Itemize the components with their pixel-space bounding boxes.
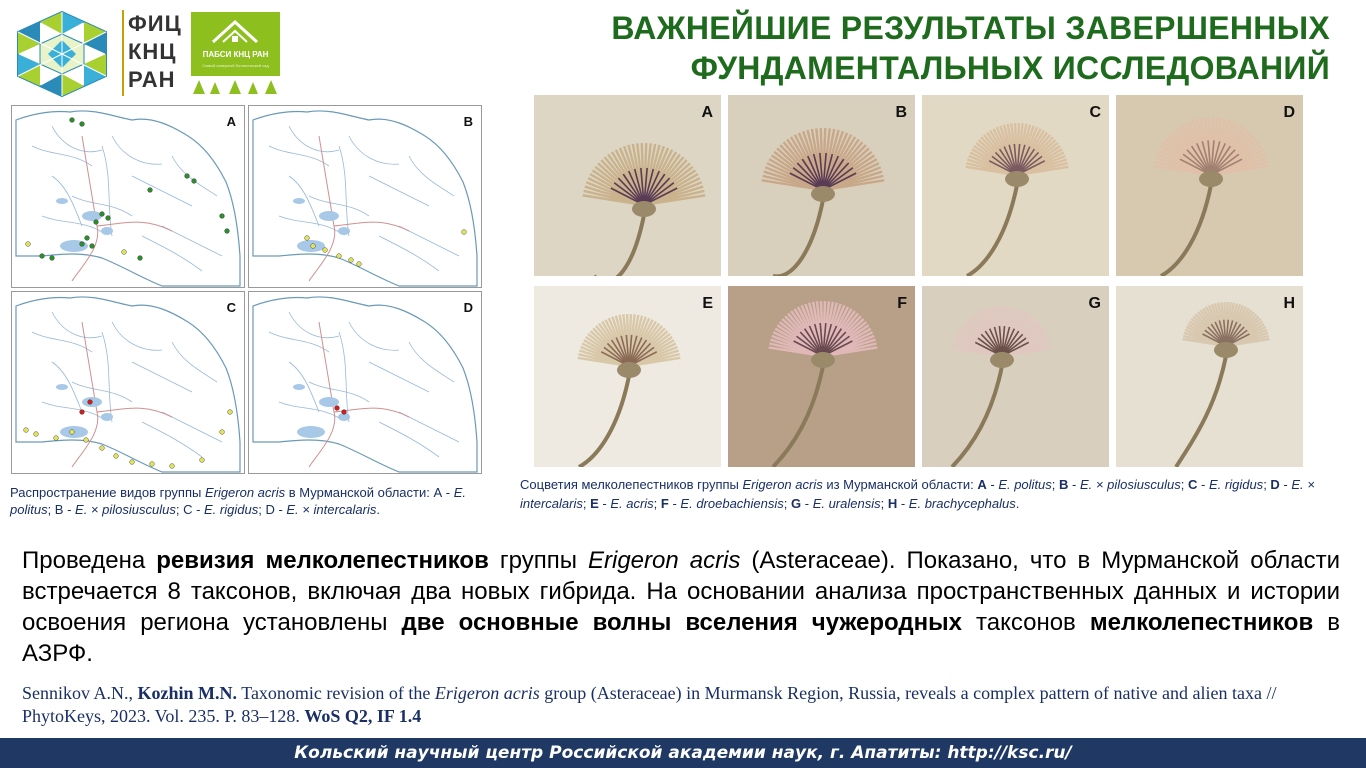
photo-panel-g xyxy=(922,286,1109,467)
caption-species: E. × intercalaris xyxy=(286,502,377,517)
photo-label: H xyxy=(1283,295,1295,312)
map-label: C xyxy=(226,300,236,315)
photo-panel-h xyxy=(1116,286,1303,467)
caption-sep: - xyxy=(1197,477,1209,492)
caption-text: Распространение видов группы xyxy=(10,485,205,500)
flower-photo xyxy=(728,95,915,276)
flower-photo xyxy=(534,286,721,467)
caption-sep: . xyxy=(1015,496,1020,511)
summary-text: в АЗРФ. xyxy=(22,609,1341,667)
caption-species: E. rigidus xyxy=(204,502,259,517)
occurrence-dot xyxy=(84,438,89,443)
map-label: B xyxy=(463,114,473,129)
reference-citation xyxy=(22,682,1340,728)
photo-panel-f xyxy=(728,286,915,467)
caption-sep: ; xyxy=(1263,477,1271,492)
fic-emblem-icon xyxy=(12,10,112,98)
photo-label: B xyxy=(895,104,907,121)
caption-text: в Мурманской области: А - xyxy=(285,485,454,500)
ref-author-bold: Kozhin M.N. xyxy=(137,683,238,703)
caption-species: E. × intercalaris xyxy=(520,477,1315,511)
occurrence-dot xyxy=(220,214,225,219)
map-panel-b xyxy=(248,105,482,288)
trees-icon xyxy=(191,78,280,96)
photo-panel-d xyxy=(1116,95,1303,276)
summary-text: таксонов xyxy=(961,609,1090,636)
occurrence-dot xyxy=(100,446,105,451)
caption-letter: E xyxy=(590,496,599,511)
ref-text: Taxonomic revision of the xyxy=(237,683,435,703)
occurrence-dot xyxy=(122,250,127,255)
summary-bold: ревизия мелколепестников xyxy=(156,547,489,574)
flower-photo xyxy=(1116,95,1303,276)
occurrence-dot xyxy=(34,432,39,437)
caption-sep: - xyxy=(801,496,813,511)
occurrence-dot xyxy=(148,188,153,193)
summary-bold: две основные волны вселения чужеродных xyxy=(401,609,962,636)
caption-species: E. politus xyxy=(998,477,1052,492)
occurrence-dot xyxy=(200,458,205,463)
occurrence-dot xyxy=(40,254,45,259)
map-label: D xyxy=(463,300,473,315)
occurrence-dot xyxy=(225,229,230,234)
summary-text: (Asteraceae). Показано, что в Мурманской области встречается 8 таксонов, включая два новых гибрида. На основании анализа пространственных данных и истории освоения региона установлены xyxy=(22,547,1340,636)
occurrence-dot xyxy=(170,464,175,469)
flower-photo xyxy=(922,286,1109,467)
caption-sep: - xyxy=(668,496,681,511)
occurrence-dot xyxy=(185,174,190,179)
house-icon xyxy=(191,12,280,50)
caption-letter: F xyxy=(660,496,669,511)
ref-author: Sennikov A.N., xyxy=(22,683,138,703)
caption-sep: ; xyxy=(1180,477,1189,492)
photo-label: C xyxy=(1089,104,1101,121)
photo-panel-c xyxy=(922,95,1109,276)
summary-paragraph xyxy=(22,545,1340,669)
caption-letter: A xyxy=(977,477,987,492)
caption-text: из Мурманской области: xyxy=(822,477,978,492)
pabsi-logo xyxy=(191,12,280,76)
occurrence-dot xyxy=(220,430,225,435)
map-d-drawing xyxy=(249,292,482,474)
photo-label: E xyxy=(702,295,713,312)
photos-caption xyxy=(520,475,1350,513)
caption-sep: - xyxy=(986,477,999,492)
photo-label: A xyxy=(701,104,713,121)
caption-species: E. droebachiensis xyxy=(680,496,784,511)
caption-species: E. brachycephalus xyxy=(908,496,1016,511)
flower-photo xyxy=(534,95,721,276)
occurrence-dot xyxy=(80,122,85,127)
caption-sep: ; xyxy=(880,496,888,511)
occurrence-dot xyxy=(106,216,111,221)
caption-species: Erigeron acris xyxy=(742,477,823,492)
ref-text: group (Asteraceae) in Murmansk Region, Russia, reveals a complex pattern of native and alien taxa // PhytoKeys, 2023. Vol. 235. P. 83–128. xyxy=(22,683,1277,726)
caption-sep: ; xyxy=(783,496,791,511)
caption-species: E. rigidus xyxy=(1208,477,1264,492)
caption-text: ; В - xyxy=(47,502,76,517)
flower-photo xyxy=(1116,286,1303,467)
summary-species: Erigeron acris xyxy=(587,547,741,574)
occurrence-dot xyxy=(88,400,93,405)
occurrence-dot xyxy=(24,428,29,433)
caption-sep: - xyxy=(1279,477,1292,492)
caption-species: E. × pilosiusculus xyxy=(1079,477,1181,492)
logo-line-1: ФИЦ xyxy=(128,11,182,36)
occurrence-dot xyxy=(323,248,328,253)
pabsi-subtitle: Самый северный ботанический сад xyxy=(202,63,269,68)
caption-sep: - xyxy=(897,496,909,511)
fic-knc-ran-wordmark xyxy=(122,10,182,98)
map-label: A xyxy=(226,114,236,129)
caption-text: Соцветия мелколепестников группы xyxy=(520,477,743,492)
map-b-drawing xyxy=(249,106,482,288)
occurrence-dot xyxy=(357,262,362,267)
occurrence-dot xyxy=(54,436,59,441)
caption-species: E. uralensis xyxy=(812,496,881,511)
occurrence-dot xyxy=(70,118,75,123)
occurrence-dot xyxy=(80,242,85,247)
occurrence-dot xyxy=(50,256,55,261)
map-panel-a xyxy=(11,105,245,288)
footer-text: Кольский научный центр Российской академии наук, г. Апатиты: http://ksc.ru/ xyxy=(294,743,1072,763)
occurrence-dot xyxy=(70,430,75,435)
caption-text: . xyxy=(376,502,380,517)
footer-bar xyxy=(0,738,1366,768)
caption-letter: C xyxy=(1188,477,1198,492)
maps-caption xyxy=(10,484,490,518)
page-title xyxy=(520,8,1330,88)
occurrence-dot xyxy=(228,410,233,415)
occurrence-dot xyxy=(80,410,85,415)
map-c-drawing xyxy=(12,292,245,474)
occurrence-dot xyxy=(150,462,155,467)
title-line-2: ФУНДАМЕНТАЛЬНЫХ ИССЛЕДОВАНИЙ xyxy=(690,50,1330,86)
occurrence-dot xyxy=(337,254,342,259)
map-panel-d xyxy=(248,291,482,474)
caption-letter: B xyxy=(1059,477,1069,492)
caption-species: E. × pilosiusculus xyxy=(75,502,176,517)
occurrence-dot xyxy=(305,236,310,241)
occurrence-dot xyxy=(90,244,95,249)
caption-sep: ; xyxy=(1051,477,1060,492)
caption-text: ; D - xyxy=(258,502,287,517)
ref-metrics: WoS Q2, IF 1.4 xyxy=(304,706,422,726)
caption-sep: - xyxy=(598,496,611,511)
occurrence-dot xyxy=(94,220,99,225)
fic-knc-ran-logo xyxy=(12,10,112,98)
title-line-1: ВАЖНЕЙШИЕ РЕЗУЛЬТАТЫ ЗАВЕРШЕННЫХ xyxy=(611,10,1330,46)
summary-text: группы xyxy=(488,547,588,574)
flower-photo xyxy=(728,286,915,467)
caption-text: ; С - xyxy=(175,502,205,517)
occurrence-dot xyxy=(342,410,347,415)
photo-panel-b xyxy=(728,95,915,276)
occurrence-dot xyxy=(335,406,340,411)
photo-panel-a xyxy=(534,95,721,276)
occurrence-dot xyxy=(26,242,31,247)
caption-letter: G xyxy=(791,496,802,511)
logo-line-2: КНЦ xyxy=(128,39,177,64)
map-panel-c xyxy=(11,291,245,474)
caption-species: E. politus xyxy=(10,485,466,517)
photo-label: F xyxy=(897,295,907,312)
occurrence-dot xyxy=(192,179,197,184)
photo-panel-e xyxy=(534,286,721,467)
caption-species: E. acris xyxy=(610,496,654,511)
occurrence-dot xyxy=(138,256,143,261)
caption-letter: H xyxy=(887,496,898,511)
caption-sep: ; xyxy=(582,496,591,511)
flower-photo xyxy=(922,95,1109,276)
occurrence-dot xyxy=(100,212,105,217)
photo-label: G xyxy=(1088,295,1101,312)
summary-bold: мелколепестников xyxy=(1089,609,1314,636)
pabsi-name: ПАБСИ КНЦ РАН xyxy=(202,50,269,59)
ref-species: Erigeron acris xyxy=(434,683,540,703)
map-a-drawing xyxy=(12,106,245,288)
summary-text: Проведена xyxy=(22,547,157,574)
caption-sep: ; xyxy=(653,496,661,511)
occurrence-dot xyxy=(130,460,135,465)
occurrence-dot xyxy=(114,454,119,459)
caption-species: Erigeron acris xyxy=(204,485,286,500)
caption-sep: - xyxy=(1068,477,1080,492)
occurrence-dot xyxy=(462,230,467,235)
caption-letter: D xyxy=(1270,477,1280,492)
occurrence-dot xyxy=(85,236,90,241)
logo-line-3: РАН xyxy=(128,67,176,92)
photo-label: D xyxy=(1283,104,1295,121)
occurrence-dot xyxy=(311,244,316,249)
occurrence-dot xyxy=(349,258,354,263)
